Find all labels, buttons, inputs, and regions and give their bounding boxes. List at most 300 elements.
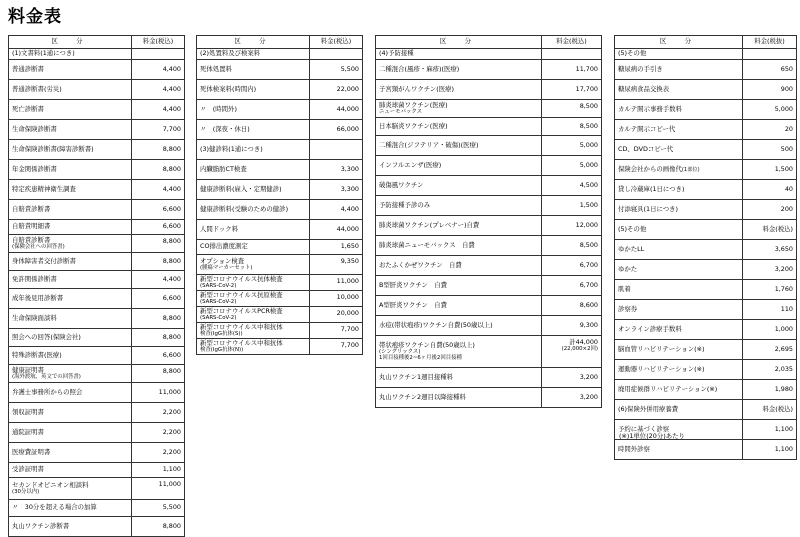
table-row <box>9 220 185 235</box>
item-label: 予約に基づく診察 <box>618 424 670 433</box>
item-price <box>132 100 185 120</box>
price-value: 1,000 <box>774 324 793 333</box>
item-label: 生命保険診断書 <box>12 124 57 133</box>
price-value: 2,200 <box>162 407 181 416</box>
price-value: 3,200 <box>579 392 598 401</box>
item-name <box>376 196 542 216</box>
item-price <box>743 140 797 160</box>
table-row <box>615 140 797 160</box>
table-row <box>615 300 797 320</box>
table-row <box>615 160 797 180</box>
item-label: CO排出濃度測定 <box>200 242 248 251</box>
item-price <box>542 216 602 236</box>
item-label: 自賠責診断書 <box>12 235 51 244</box>
price-value: 4,400 <box>162 104 181 113</box>
table-row <box>9 253 185 271</box>
item-price <box>743 240 797 260</box>
table-row <box>376 236 602 256</box>
item-name <box>376 136 542 156</box>
table-row <box>9 463 185 478</box>
table-row <box>197 80 363 100</box>
item-label: 丸山ワクチン2週目以降接種料 <box>379 392 466 401</box>
item-name <box>615 160 743 180</box>
item-sublabel: 1回目接種後2~6ヶ月後2回目接種 <box>379 355 462 362</box>
item-price <box>310 240 363 255</box>
item-price <box>743 200 797 220</box>
item-label: 新型コロナウイルス中和抗体 <box>200 338 283 347</box>
item-price <box>310 291 363 307</box>
item-price <box>542 276 602 296</box>
item-label: 新型コロナウイルス中和抗体 <box>200 322 283 331</box>
item-label: 付添寝具(1日につき) <box>618 204 679 213</box>
item-sublabel: (SARS-CoV-2) <box>200 283 237 290</box>
item-name <box>376 176 542 196</box>
table-row <box>615 280 797 300</box>
item-label: オプション検査 <box>200 256 245 265</box>
item-name <box>197 291 310 307</box>
item-price <box>132 160 185 180</box>
table-header <box>9 36 185 49</box>
fee-table-vaccinations <box>375 35 602 408</box>
section-row <box>615 400 797 420</box>
item-label: 肺炎球菌ワクチン(プレベナー)自費 <box>379 220 480 229</box>
item-label: 丸山ワクチン1週目接種料 <box>379 372 454 381</box>
item-price <box>310 80 363 100</box>
item-label: 帯状疱疹ワクチン自費(50歳以上) <box>379 340 475 349</box>
item-label: 通院証明書 <box>12 427 44 436</box>
item-label: 普通診断書(労災) <box>12 84 62 93</box>
item-name <box>615 240 743 260</box>
item-name <box>9 140 132 160</box>
item-name <box>9 329 132 347</box>
item-label: 糖尿病の手引き <box>618 64 663 73</box>
item-price <box>132 383 185 403</box>
table-row <box>376 316 602 336</box>
price-value: 8,800 <box>162 144 181 153</box>
table-header <box>615 36 797 49</box>
item-name <box>376 118 542 136</box>
price-value: 2,035 <box>774 364 793 373</box>
item-label: 肺炎球菌ワクチン(医療) <box>379 100 448 109</box>
price-value: 4,400 <box>162 84 181 93</box>
item-label: オンライン診療手数料 <box>618 324 682 333</box>
price-value: 3,200 <box>774 264 793 273</box>
item-name <box>376 100 542 118</box>
price-value: 500 <box>780 144 793 153</box>
table-row <box>376 196 602 216</box>
header-category: 区 分 <box>197 36 310 49</box>
table-row <box>615 380 797 400</box>
item-sublabel: (シングリックス) <box>379 348 421 355</box>
price-value: 6,600 <box>162 293 181 302</box>
table-row <box>376 276 602 296</box>
price-value: 44,000 <box>336 104 359 113</box>
item-label: 受診証明書 <box>12 465 44 474</box>
item-price <box>542 388 602 408</box>
item-name <box>197 160 310 180</box>
table-row <box>9 443 185 463</box>
item-price <box>132 271 185 289</box>
table-row <box>615 240 797 260</box>
table-row <box>9 100 185 120</box>
item-price <box>743 320 797 340</box>
item-label: 健康証明書 <box>12 365 44 374</box>
item-label: セカンドオピニオン相談料 <box>12 480 89 489</box>
item-name <box>9 180 132 200</box>
item-name <box>376 80 542 100</box>
item-label: 時間外診察 <box>618 444 650 453</box>
table-row <box>197 291 363 307</box>
item-name <box>197 323 310 339</box>
item-name <box>197 307 310 323</box>
item-price <box>310 255 363 275</box>
item-price <box>132 289 185 309</box>
item-name <box>9 160 132 180</box>
section-row <box>9 49 185 60</box>
item-name <box>9 200 132 220</box>
table-row <box>197 200 363 220</box>
item-label: 子宮頸がんワクチン(医療) <box>379 84 454 93</box>
header-price: 料金(税込) <box>132 36 185 49</box>
item-name <box>9 100 132 120</box>
item-price <box>743 120 797 140</box>
header-category: 区 分 <box>615 36 743 49</box>
section-title: (6)保険外併用療養費 <box>615 400 743 420</box>
price-value: 2,200 <box>162 447 181 456</box>
item-price <box>542 156 602 176</box>
table-row <box>197 307 363 323</box>
item-price <box>542 100 602 118</box>
item-label: 特殊診断書(医療) <box>12 350 62 359</box>
item-label: 内臓脂肪CT検査 <box>200 164 247 173</box>
item-price <box>542 196 602 216</box>
item-label: 二種混合(ジフテリア・破傷)(医療) <box>379 140 479 149</box>
table-row <box>9 517 185 537</box>
table-row <box>197 60 363 80</box>
item-label: 弁護士事務所からの照会 <box>12 387 83 396</box>
price-value: 4,400 <box>162 274 181 283</box>
price-value: 8,800 <box>162 332 181 341</box>
table-row <box>376 216 602 236</box>
item-price <box>542 316 602 336</box>
table-row <box>197 323 363 339</box>
price-value: 22,000 <box>336 84 359 93</box>
item-name <box>197 80 310 100</box>
footnote: (※)1単位(20分)あたり <box>619 432 685 440</box>
price-value: 5,500 <box>340 64 359 73</box>
table-row <box>197 160 363 180</box>
item-price <box>743 80 797 100</box>
item-price <box>310 100 363 120</box>
item-name <box>376 336 542 368</box>
item-price <box>542 236 602 256</box>
page-title: 料金表 <box>8 7 62 27</box>
item-price <box>310 120 363 140</box>
item-name <box>9 80 132 100</box>
item-price <box>743 440 797 460</box>
price-value: 8,500 <box>579 240 598 249</box>
item-label: 〃 (時間外) <box>200 104 237 113</box>
table-row <box>615 180 797 200</box>
table-row <box>615 120 797 140</box>
item-name <box>9 423 132 443</box>
table-row <box>9 383 185 403</box>
item-price <box>132 517 185 537</box>
item-name <box>197 200 310 220</box>
table-row <box>376 336 602 368</box>
price-value: 8,800 <box>162 237 181 245</box>
item-label: 普通診断書 <box>12 64 44 73</box>
table-row <box>615 260 797 280</box>
item-label: 〃 30分を超える場合の加算 <box>12 503 97 512</box>
item-price <box>132 443 185 463</box>
item-price <box>132 235 185 253</box>
item-label: 特定疾患精神衛生調査 <box>12 184 76 193</box>
item-name <box>376 276 542 296</box>
item-name <box>615 320 743 340</box>
item-price <box>743 180 797 200</box>
table-row <box>376 136 602 156</box>
item-label: 健康診断料(受験のための健診) <box>200 204 289 213</box>
price-value: 10,000 <box>336 293 359 301</box>
item-price <box>743 280 797 300</box>
table-row <box>197 339 363 355</box>
price-value: 3,650 <box>774 244 793 253</box>
item-name <box>9 443 132 463</box>
table-row <box>9 120 185 140</box>
price-value: 1,100 <box>774 424 793 433</box>
item-name <box>376 316 542 336</box>
item-price <box>310 180 363 200</box>
item-label: ゆかた <box>618 264 638 273</box>
price-value: 5,000 <box>774 104 793 113</box>
item-label: 運動器リハビリテーション(※) <box>618 364 705 373</box>
item-label: カルテ開示事務手数料 <box>618 104 682 113</box>
item-price <box>132 347 185 365</box>
item-price <box>542 80 602 100</box>
table-row <box>9 347 185 365</box>
section-row <box>197 49 363 60</box>
item-name <box>615 120 743 140</box>
item-price <box>132 180 185 200</box>
item-price <box>310 275 363 291</box>
section-title: (1)文書料(1通につき) <box>9 49 132 60</box>
item-price <box>132 220 185 235</box>
item-name <box>9 365 132 383</box>
price-value: 12,000 <box>575 220 598 229</box>
item-label: 二種混合(風疹・麻疹)(医療) <box>379 64 460 73</box>
fee-table-other <box>614 35 797 460</box>
item-label: 照会への回答(保険会社) <box>12 332 81 341</box>
table-row <box>9 60 185 80</box>
table-row <box>197 180 363 200</box>
item-label: 予防接種予診のみ <box>379 200 431 209</box>
price-value: 1,500 <box>579 200 598 209</box>
item-label: カルテ開示コピー代 <box>618 124 676 133</box>
table-row <box>615 60 797 80</box>
item-price <box>310 60 363 80</box>
item-price <box>310 339 363 355</box>
item-label: 領収証明書 <box>12 407 44 416</box>
table-row <box>376 156 602 176</box>
table-row <box>615 80 797 100</box>
item-label: 貸し冷蔵庫(1日につき) <box>618 184 685 193</box>
table-row <box>9 80 185 100</box>
item-name <box>197 220 310 240</box>
table-row <box>376 118 602 136</box>
item-price <box>132 403 185 423</box>
item-label: 糖尿病食品交換表 <box>618 84 670 93</box>
item-label: 死体処置料 <box>200 64 232 73</box>
item-price <box>743 100 797 120</box>
price-value: 1,500 <box>774 164 793 173</box>
fee-table-procedures <box>196 35 363 355</box>
table-row <box>615 100 797 120</box>
price-value: 40 <box>784 184 793 193</box>
table-row <box>615 360 797 380</box>
item-label: インフルエンザ(医療) <box>379 160 442 169</box>
item-label: 自賠責診断書 <box>12 204 51 213</box>
item-name <box>376 388 542 408</box>
item-label: 成年後見用診断書 <box>12 293 64 302</box>
price-value: 8,800 <box>162 367 181 375</box>
item-sublabel: (30分以内) <box>12 489 40 496</box>
item-name <box>9 403 132 423</box>
item-label: 〃 (深夜・休日) <box>200 124 250 133</box>
price-value: 1,100 <box>774 444 793 453</box>
item-label: 診察券 <box>618 304 638 313</box>
section-price-header: 料金(税込) <box>743 400 797 420</box>
item-price <box>132 120 185 140</box>
price-value: 11,000 <box>158 480 181 488</box>
price-value: 2,695 <box>774 344 793 353</box>
price-value: 5,000 <box>579 140 598 149</box>
table-header <box>197 36 363 49</box>
item-price <box>542 296 602 316</box>
item-price <box>743 360 797 380</box>
item-name <box>9 271 132 289</box>
item-price <box>542 136 602 156</box>
price-value: 8,500 <box>579 102 598 110</box>
table-row <box>9 180 185 200</box>
table-row <box>9 329 185 347</box>
price-value: 900 <box>780 84 793 93</box>
table-row <box>376 80 602 100</box>
item-name <box>197 120 310 140</box>
item-label: 年金関係診断書 <box>12 164 57 173</box>
item-price <box>132 60 185 80</box>
table-row <box>376 60 602 80</box>
item-label: 丸山ワクチン診断書 <box>12 521 70 530</box>
item-name <box>615 300 743 320</box>
table-row <box>9 478 185 500</box>
price-value: 11,000 <box>336 277 359 285</box>
table-row <box>9 403 185 423</box>
price-value: 4,400 <box>162 184 181 193</box>
price-value: 1,760 <box>774 284 793 293</box>
item-price <box>132 365 185 383</box>
item-price <box>743 60 797 80</box>
price-value: 20,000 <box>336 309 359 317</box>
price-value: 8,800 <box>162 256 181 265</box>
item-name <box>376 236 542 256</box>
item-label: 免許関係診断書 <box>12 274 57 283</box>
item-sublabel: ニューモバックス <box>379 109 423 116</box>
table-row <box>376 176 602 196</box>
item-label: 水痘(帯状疱疹)ワクチン自費(50歳以上) <box>379 320 493 329</box>
section-row <box>376 49 602 60</box>
price-value: 66,000 <box>336 124 359 133</box>
price-value: 4,400 <box>340 204 359 213</box>
table-row <box>9 500 185 517</box>
item-label: 廃用症候群リハビリテーション(※) <box>618 384 718 393</box>
price-value: 20 <box>784 124 793 133</box>
header-price: 料金(税込) <box>310 36 363 49</box>
price-value: 1,980 <box>774 384 793 393</box>
section-row <box>615 49 797 60</box>
item-price <box>132 309 185 329</box>
table-row <box>376 296 602 316</box>
item-name <box>615 60 743 80</box>
item-name <box>197 255 310 275</box>
item-price <box>743 260 797 280</box>
table-row <box>615 340 797 360</box>
item-price <box>132 329 185 347</box>
item-label: 肌着 <box>618 284 631 293</box>
section-title: (3)健診料(1通につき) <box>197 140 310 160</box>
item-label: 生命保険診断書(障害診断書) <box>12 144 94 153</box>
item-name <box>615 80 743 100</box>
price-value: 6,700 <box>579 280 598 289</box>
header-price: 料金(税込) <box>542 36 602 49</box>
table-row <box>9 289 185 309</box>
item-label: 日本脳炎ワクチン(医療) <box>379 121 448 130</box>
item-price <box>132 200 185 220</box>
section-title: (4)予防接種 <box>376 49 542 60</box>
price-value: 11,700 <box>575 64 598 73</box>
item-sublabel: (海外渡航、英文での回答書) <box>12 374 81 381</box>
table-row <box>9 309 185 329</box>
item-price <box>743 420 797 440</box>
price-value: 17,700 <box>575 84 598 93</box>
item-name <box>376 156 542 176</box>
item-price <box>542 336 602 368</box>
price-value: 9,300 <box>579 320 598 329</box>
item-name <box>615 100 743 120</box>
item-name <box>615 200 743 220</box>
table-row <box>376 388 602 408</box>
item-name <box>9 517 132 537</box>
item-price <box>542 118 602 136</box>
item-name <box>9 220 132 235</box>
item-price <box>310 323 363 339</box>
header-category: 区 分 <box>9 36 132 49</box>
item-name <box>376 256 542 276</box>
price-value: 3,200 <box>579 372 598 381</box>
item-sublabel: (保険会社への回答書) <box>12 244 65 251</box>
price-value: 5,000 <box>579 160 598 169</box>
section-price-header: 料金(税込) <box>743 220 797 240</box>
table-row <box>9 365 185 383</box>
item-label: おたふくかぜワクチン 自費 <box>379 260 462 269</box>
table-row <box>615 440 797 460</box>
price-value: 650 <box>780 64 793 73</box>
item-name <box>376 368 542 388</box>
table-row <box>9 235 185 253</box>
table-row <box>615 320 797 340</box>
item-price <box>132 140 185 160</box>
header-category: 区 分 <box>376 36 542 49</box>
